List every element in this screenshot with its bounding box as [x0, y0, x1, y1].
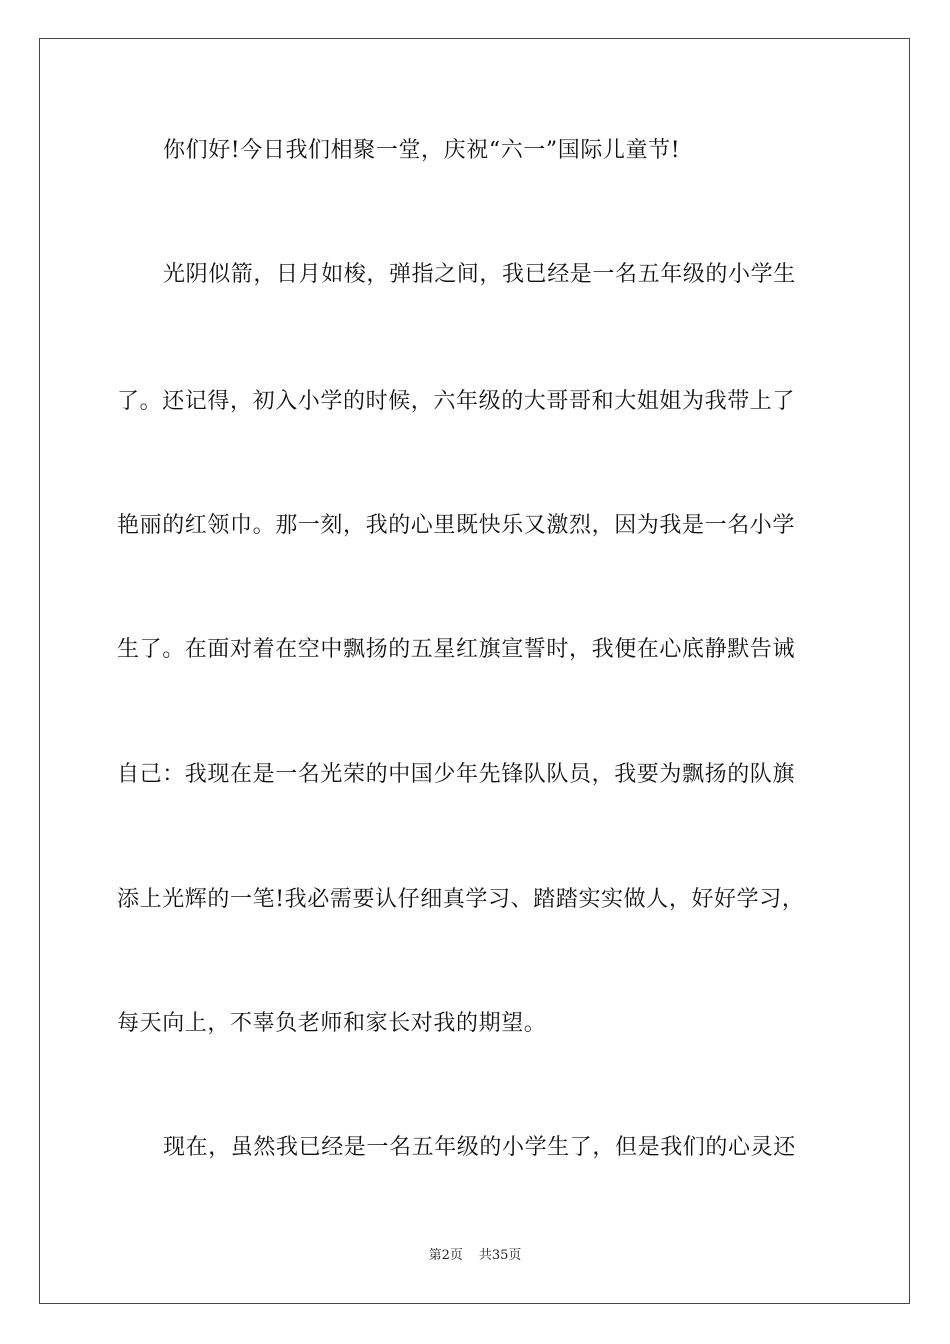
text-line: 了。还记得，初入小学的时候，六年级的大哥哥和大姐姐为我带上了 [117, 389, 796, 414]
text-line: 你们好!今日我们相聚一堂，庆祝“六一”国际儿童节! [163, 138, 681, 163]
page-total: 共35页 [478, 1248, 522, 1263]
text-line: 每天向上，不辜负老师和家长对我的期望。 [117, 1011, 547, 1036]
page-footer [0, 1247, 950, 1265]
text-line: 添上光辉的一笔!我必需要认仔细真学习、踏踏实实做人，好好学习， [117, 887, 805, 912]
text-line: 艳丽的红领巾。那一刻，我的心里既快乐又激烈，因为我是一名小学 [117, 513, 796, 538]
page-number: 第2页 [428, 1248, 463, 1263]
text-line: 现在，虽然我已经是一名五年级的小学生了，但是我们的心灵还 [163, 1135, 796, 1160]
text-line: 生了。在面对着在空中飘扬的五星红旗宣誓时，我便在心底静默告诫 [117, 637, 796, 662]
text-line: 自己：我现在是一名光荣的中国少年先锋队队员，我要为飘扬的队旗 [117, 762, 796, 787]
text-line: 光阴似箭，日月如梭，弹指之间，我已经是一名五年级的小学生 [163, 262, 796, 287]
page-border [39, 38, 910, 1304]
